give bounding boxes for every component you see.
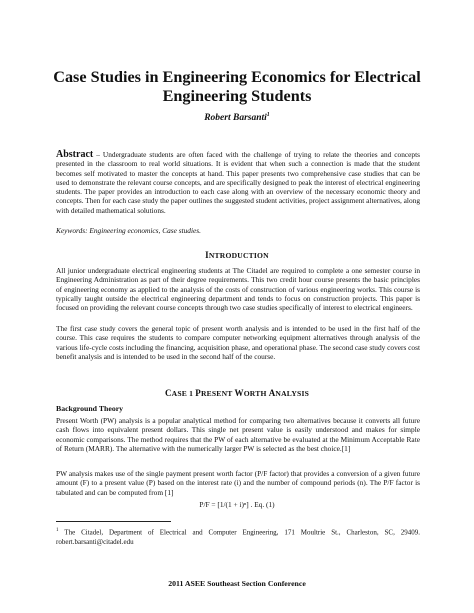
heading-initial: P [195, 388, 201, 398]
heading-initial: W [234, 388, 244, 398]
heading-part: RESENT [200, 389, 235, 398]
paper-title: Case Studies in Engineering Economics for Electrical Engineering Students [53, 68, 421, 105]
case1-heading [0, 388, 474, 398]
page-footer: 2011 ASEE Southeast Section Conference [168, 579, 306, 588]
introduction-heading [0, 250, 474, 260]
abstract [56, 150, 420, 215]
author-line [0, 112, 474, 123]
heading-part: NALYSIS [275, 389, 310, 398]
heading-part: ASE 1 [171, 389, 196, 398]
background-paragraph: Present Worth (PW) analysis is a popular analytical method for comparing two alternatives because it converts all future cash flows into equivalent present dollars. This single net present value is easily understood and makes for simple economic comparisons. The method requires that the PW of each alternative be evaluated at the Minimum Acceptable Rate of Return (MARR). The alternative with the numerically larger PW is selected as the best choice.[1] [56, 416, 420, 453]
intro-paragraph-1: All junior undergraduate electrical engineering students at The Citadel are required to complete a one semester course in Engineering Administration as part of their degree requirements. This two credit hour course presents the basic principles of engineering economy as applied to the analysis of the costs of construction of various engineering works. This course is typically taught outside the electrical engineering department and tends to focus on construction projects. This paper is focused on providing the relevant course concepts through two case studies specifically of interest to electrical engineers. [56, 266, 420, 313]
background-heading: Background Theory [56, 404, 124, 413]
abstract-text: – Undergraduate students are often faced with the challenge of trying to relate the theories and concepts presented in the classroom to real world situations. It is evident that when such a connection is made that the student becomes self motivated to master the concepts at hand. This paper presents two comprehensive case studies that can be used to demonstrate the relevant course concepts, and are specifically designed to peak the interest of electrical engineering students. The paper provides an introduction to each case along with an overview of the necessary economic theory and concepts. Then for each case study the paper outlines the suggested student activities, project assignment alternatives, along with detailed mathematical solutions. [56, 150, 420, 215]
heading-part: ORTH [243, 389, 269, 398]
heading-initial: I [205, 250, 209, 260]
intro-paragraph-2: The first case study covers the general topic of present worth analysis and is intended to be used in the first half of the course. This case requires the students to compare computer networking equipment alternatives through analysis of the various life-cycle costs including the financing, acquisition phase, and operational phase. The second case study covers cost benefit analysis and is intended to be used in the second half of the course. [56, 324, 420, 361]
keywords: Keywords: Engineering economics, Case studies. [56, 226, 201, 235]
equation-1: P/F = [1/(1 + i)ⁿ] . Eq. (1) [199, 500, 275, 509]
footnote-mark: 1 [56, 528, 59, 533]
heading-initial: A [268, 388, 276, 398]
pw-paragraph: PW analysis makes use of the single payment present worth factor (P/F factor) that provides a conversion of a given future amount (F) to a present value (P) based on the interest rate (i) and the number of compound periods (n). The P/F factor is tabulated and can be computed from [1] [56, 469, 420, 497]
footnote-divider [56, 521, 171, 522]
heading-initial: C [164, 388, 172, 398]
author-footnote-mark: 1 [266, 112, 270, 118]
abstract-heading: Abstract [56, 149, 94, 160]
footnote-text: The Citadel, Department of Electrical and Computer Engineering, 171 Moultrie St., Charleston, SC, 29409. robert.barsanti@citadel.edu [56, 528, 420, 546]
footnote [56, 526, 420, 547]
author-name: Robert Barsanti [204, 113, 267, 124]
heading-rest: NTRODUCTION [208, 251, 269, 260]
